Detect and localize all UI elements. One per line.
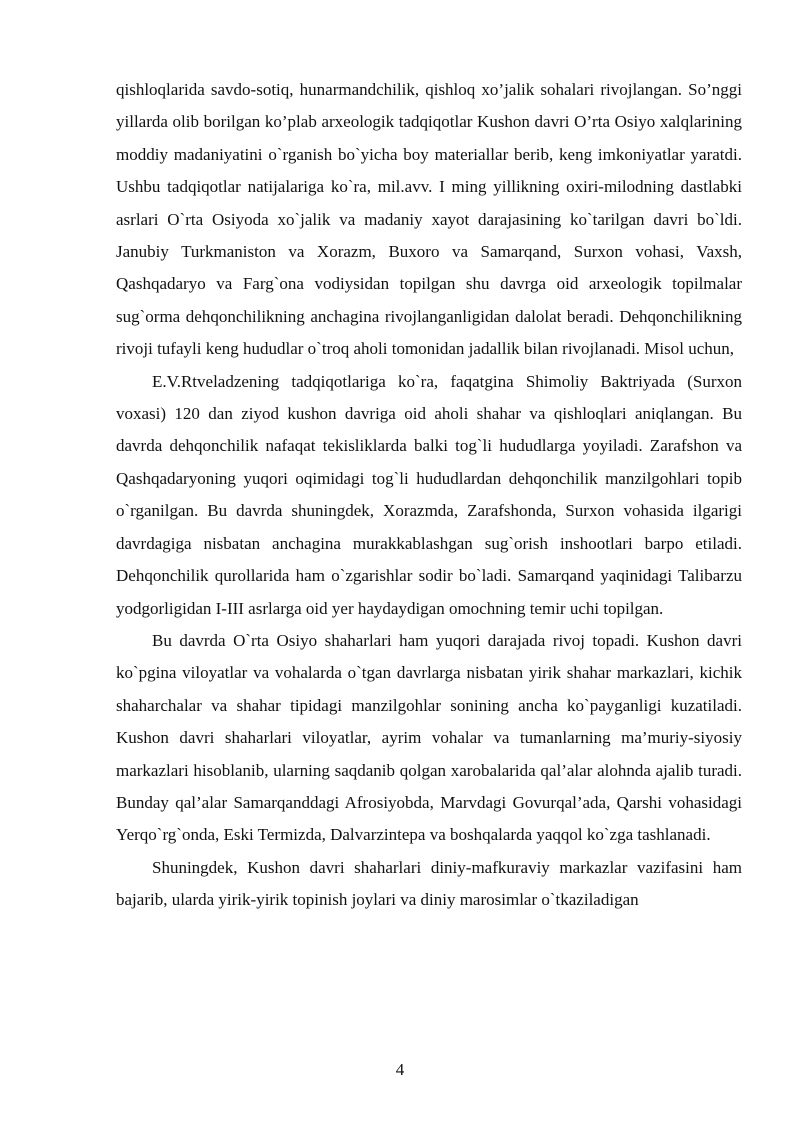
paragraph-2: E.V.Rtveladzening tadqiqotlariga ko`ra, faqatgina Shimoliy Baktriyada (Surxon voxasi) 120 dan ziyod kushon davriga oid aholi shahar va qishloqlari aniqlangan. Bu davrda dehqonchilik nafaqat tekisliklarda balki tog`li hududlarga yoyiladi. Zarafshon va Qashqadaryoning yuqori oqimidagi tog`li hududlardan dehqonchilik manzilgohlari topib o`rganilgan. Bu davrda shuningdek, Xorazmda, Zarafshonda, Surxon vohasida ilgarigi davrdagiga nisbatan anchagina murakkablashgan sug`orish inshootlari barpo etiladi. Dehqonchilik qurollarida ham o`zgarishlar sodir bo`ladi. Samarqand yaqinidagi Talibarzu yodgorligidan I-III asrlarga oid yer haydaydigan omochning temir uchi topilgan. (116, 371, 742, 618)
page-number: 4 (395, 1060, 405, 1079)
paragraph-4: Shuningdek, Kushon davri shaharlari diniy-mafkuraviy markazlar vazifasini ham bajarib, ularda yirik-yirik topinish joylari va diniy marosimlar o`tkaziladigan (116, 857, 742, 910)
document-page (116, 74, 742, 917)
paragraph-3: Bu davrda O`rta Osiyo shaharlari ham yuqori darajada rivoj topadi. Kushon davri ko`pgina viloyatlar va vohalarda o`tgan davrlarga nisbatan yirik shahar markazlari, kichik shaharchalar va shahar tipidagi manzilgohlar sonining ancha ko`payganligi kuzatiladi. Kushon davri shaharlari viloyatlar, ayrim vohalar va tumanlarning ma’muriy-siyosiy markazlari hisoblanib, ularning saqdanib qolgan xarobalarida qal’alar alohnda ajalib turadi. Bunday qal’alar Samarqanddagi Afrosiyobda, Marvdagi Govurqal’ada, Qarshi vohasidagi Yerqo`rg`onda, Eski Termizda, Dalvarzintepa va boshqalarda yaqqol ko`zga tashlanadi. (116, 630, 742, 845)
paragraph-1: qishloqlarida savdo-sotiq, hunarmandchilik, qishloq xo’jalik sohalari rivojlangan. So’nggi yillarda olib borilgan ko’plab arxeologik tadqiqotlar Kushon davri O’rta Osiyo xalqlarining moddiy madaniyatini o`rganish bo`yicha boy materiallar berib, keng imkoniyatlar yaratdi. Ushbu tadqiqotlar natijalariga ko`ra, mil.avv. I ming yillikning oxiri-milodning dastlabki asrlari O`rta Osiyoda xo`jalik va madaniy xayot darajasining ko`tarilgan davri bo`ldi. Janubiy Turkmaniston va Xorazm, Buxoro va Samarqand, Surxon vohasi, Vaxsh, Qashqadaryo va Farg`ona vodiysidan topilgan shu davrga oid arxeologik topilmalar sug`orma dehqonchilikning anchagina rivojlanganligidan dalolat beradi. Dehqonchilikning rivoji tufayli keng hududlar o`troq aholi tomonidan jadallik bilan rivojlanadi. Misol uchun, (116, 80, 742, 359)
